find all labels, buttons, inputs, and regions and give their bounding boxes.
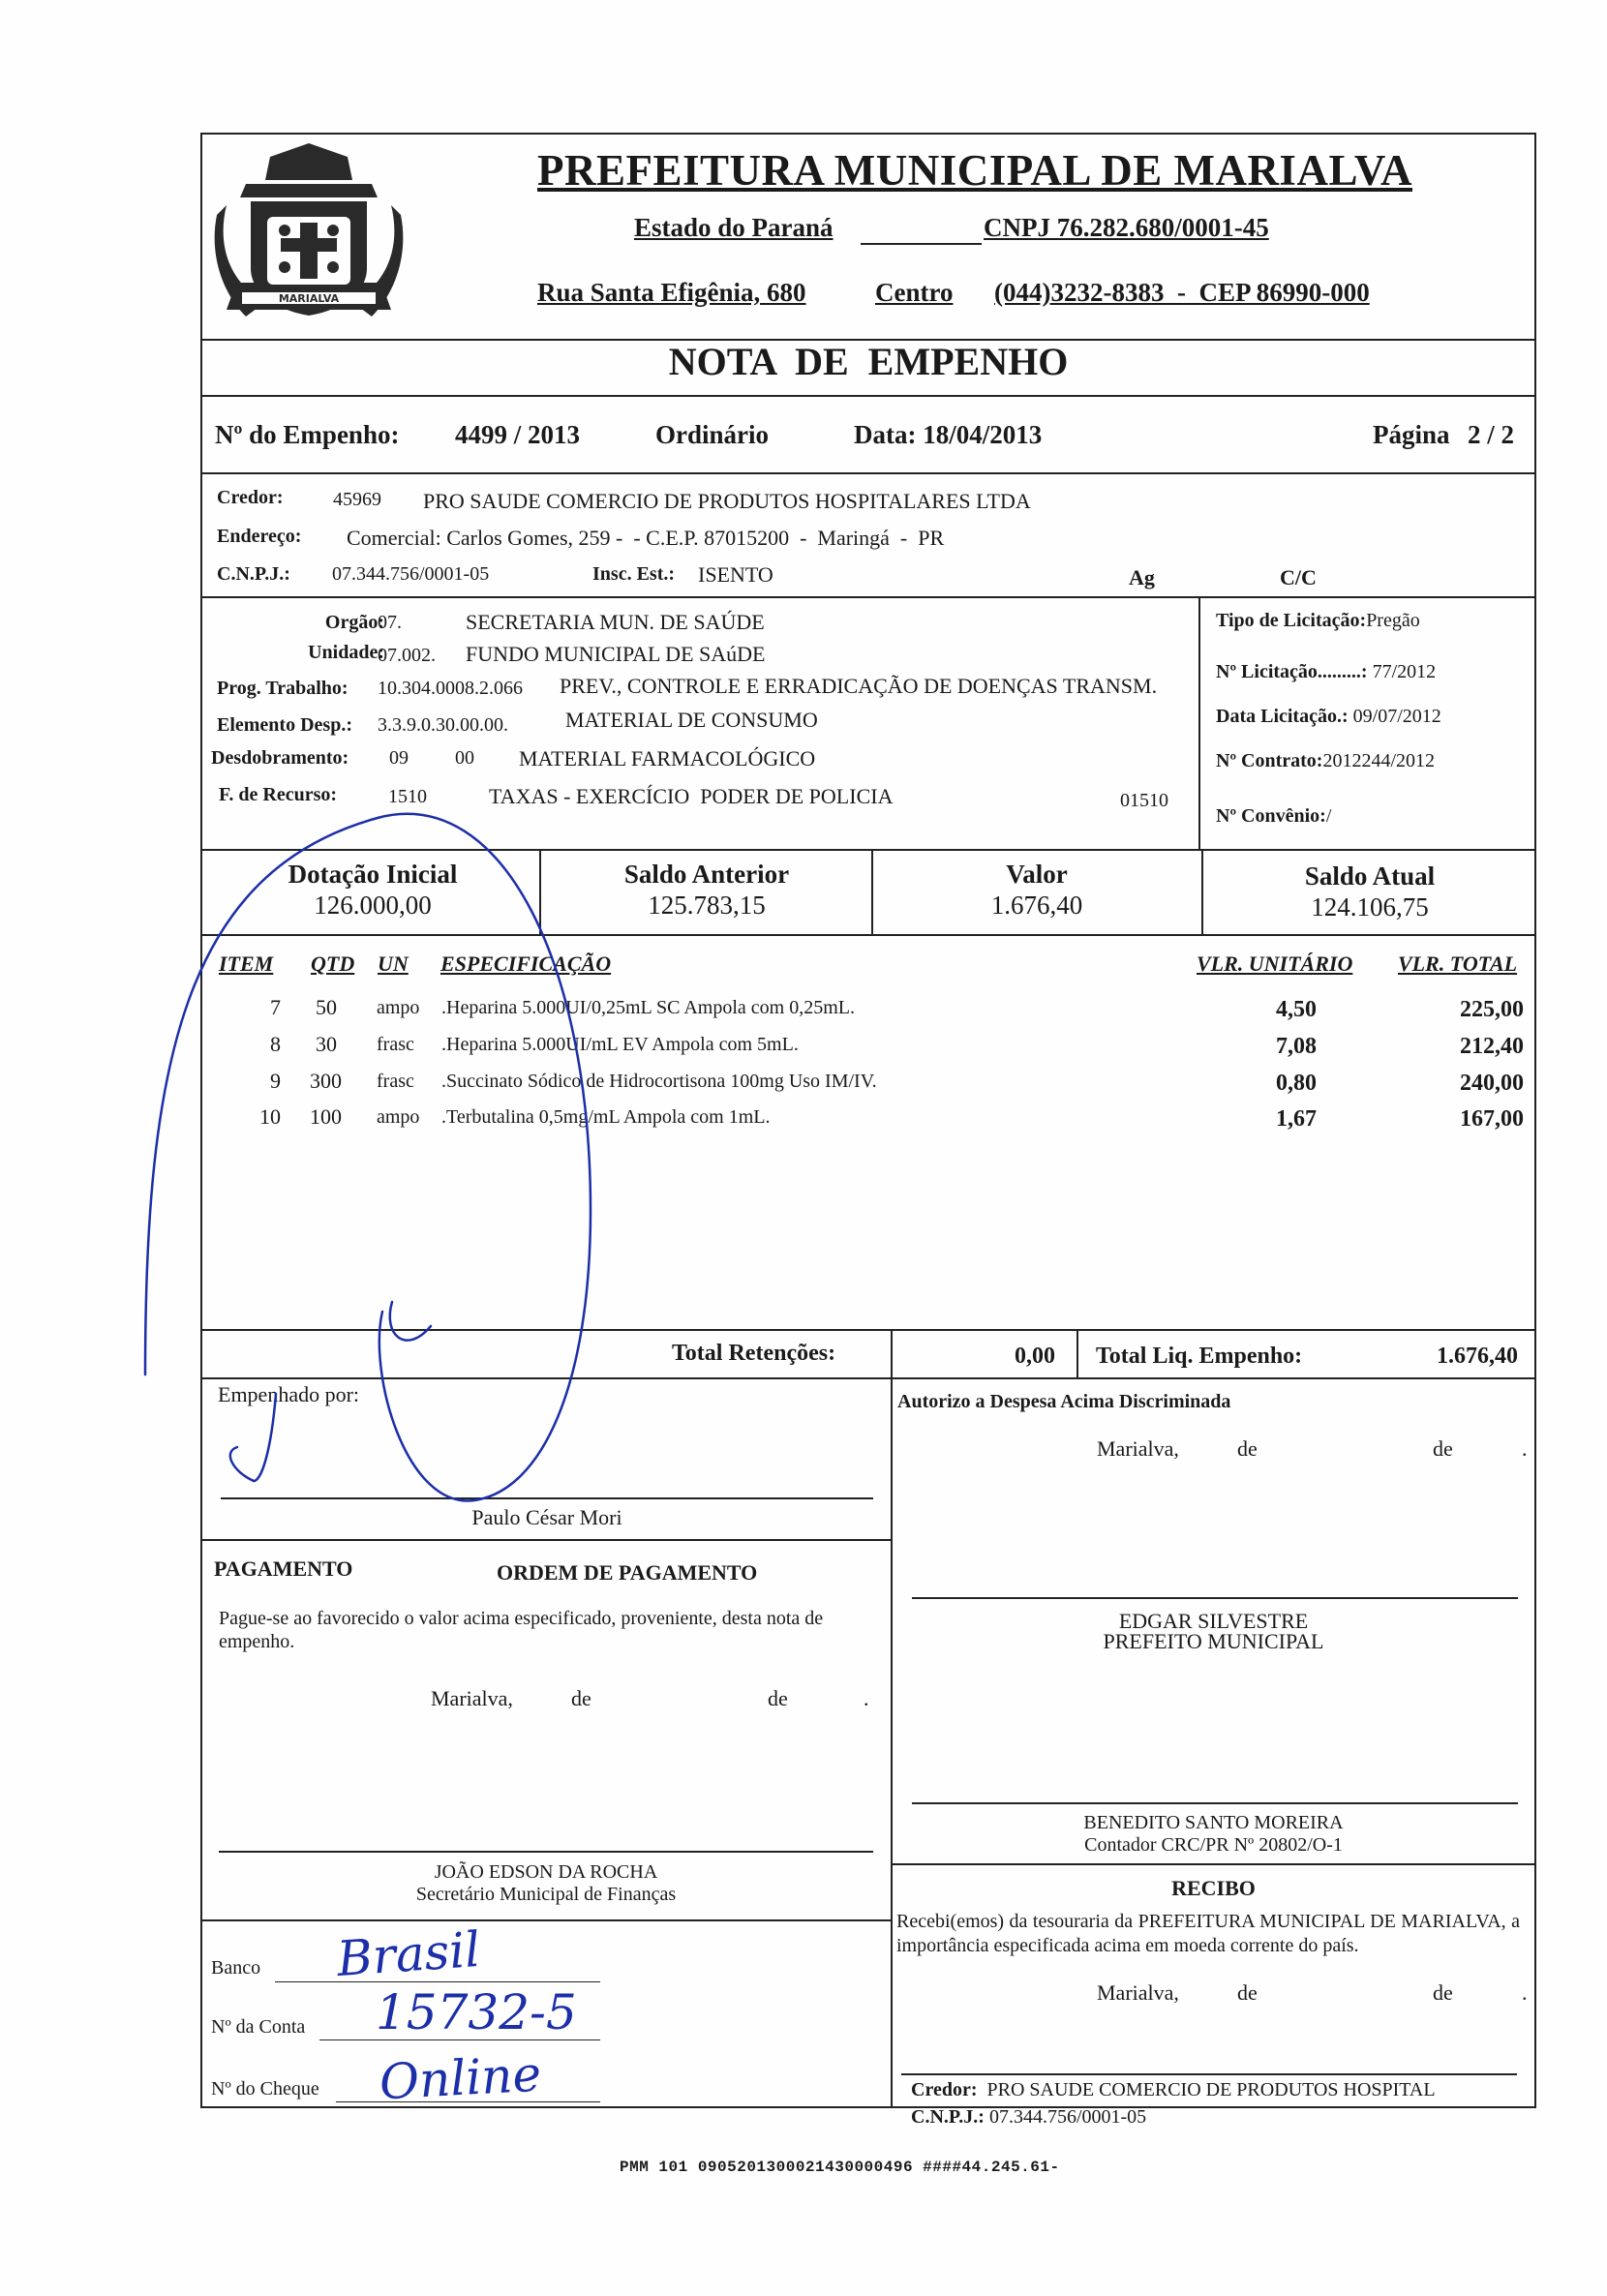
valor-value: 1.676,40 xyxy=(990,891,1083,920)
pagamento-place: Marialva, xyxy=(431,1686,513,1710)
unidade-label: Unidade: xyxy=(308,642,384,663)
data-licitacao-label: Data Licitação.: xyxy=(1216,706,1349,727)
empenho-number: 4499 / 2013 xyxy=(455,420,581,449)
saldo-anterior-label: Saldo Anterior xyxy=(623,860,790,889)
num-licitacao-value: 77/2012 xyxy=(1372,661,1437,682)
tipo-licitacao-value: Pregão xyxy=(1366,610,1420,631)
banco-handwriting: Brasil xyxy=(335,1920,482,1988)
item-spec: .Heparina 5.000UI/0,25mL SC Ampola com 0,25mL. xyxy=(441,997,855,1018)
item-un: ampo xyxy=(377,1106,420,1128)
autorizo-text: Autorizo a Despesa Acima Discriminada xyxy=(897,1391,1231,1412)
unidade-name: FUNDO MUNICIPAL DE SAúDE xyxy=(466,642,766,666)
autorizo-dot: . xyxy=(1522,1436,1528,1461)
secretario-role: Secretário Municipal de Finanças xyxy=(415,1884,677,1905)
recibo-text: Recebi(emos) da tesouraria da PREFEITURA MUNICIPAL DE MARIALVA, a importância especificada acima em moeda corrente do país. xyxy=(896,1911,1520,1956)
recibo-place: Marialva, xyxy=(1097,1980,1179,2005)
dotacao-label: Dotação Inicial xyxy=(288,860,458,889)
footer-code: PMM 101 0905201300021430000496 ####44.245.61- xyxy=(620,2159,1060,2176)
recibo-label: RECIBO xyxy=(1171,1876,1256,1900)
credor-label: Credor: xyxy=(217,487,284,508)
prefeito-role: PREFEITO MUNICIPAL xyxy=(1103,1629,1324,1653)
orgao-label: Orgão: xyxy=(324,612,384,633)
banco-label: Banco xyxy=(211,1957,261,1979)
pagamento-text: Pague-se ao favorecido o valor acima especificado, proveniente, desta nota de empenho. xyxy=(219,1608,824,1652)
contador-name: BENEDITO SANTO MOREIRA xyxy=(1083,1812,1344,1833)
col-spec: ESPECIFICAÇÃO xyxy=(440,952,612,976)
item-unit: 4,50 xyxy=(1276,997,1317,1022)
header-state: Estado do Paraná xyxy=(634,213,834,242)
recurso-code2: 01510 xyxy=(1120,790,1168,811)
autorizo-place: Marialva, xyxy=(1097,1436,1179,1461)
recurso-code: 1510 xyxy=(388,786,427,807)
tipo-licitacao-label: Tipo de Licitação: xyxy=(1216,610,1367,631)
prog-code: 10.304.0008.2.066 xyxy=(378,678,523,699)
insc-value: ISENTO xyxy=(698,562,773,587)
saldo-atual-value: 124.106,75 xyxy=(1311,892,1429,921)
convenio-label: Nº Convênio: xyxy=(1216,805,1326,827)
recibo-cnpj-label: C.N.P.J.: xyxy=(911,2106,985,2128)
item-qtd: 30 xyxy=(316,1032,337,1056)
item-spec: .Succinato Sódico de Hidrocortisona 100mg Uso IM/IV. xyxy=(441,1071,877,1092)
liq-value: 1.676,40 xyxy=(1437,1344,1518,1369)
saldo-atual-label: Saldo Atual xyxy=(1304,861,1436,891)
desd-a: 09 xyxy=(389,747,409,769)
item-qtd: 50 xyxy=(316,995,337,1019)
item-unit: 7,08 xyxy=(1276,1034,1317,1059)
recibo-de2: de xyxy=(1433,1980,1453,2005)
saldo-anterior-value: 125.783,15 xyxy=(648,891,766,920)
crest-text: MARIALVA xyxy=(278,292,340,305)
header-district: Centro xyxy=(875,278,954,307)
recibo-dot: . xyxy=(1522,1980,1528,2005)
autorizo-de2: de xyxy=(1433,1436,1453,1461)
item-un: ampo xyxy=(377,997,420,1018)
address-label: Endereço: xyxy=(217,526,302,547)
item-number: 8 xyxy=(270,1032,281,1056)
contador-role: Contador CRC/PR Nº 20802/O-1 xyxy=(1084,1834,1343,1856)
empenhado-name: Paulo César Mori xyxy=(471,1505,622,1529)
cc-label: C/C xyxy=(1280,565,1317,589)
desd-name: MATERIAL FARMACOLÓGICO xyxy=(519,746,816,770)
item-spec: .Heparina 5.000UI/mL EV Ampola com 5mL. xyxy=(441,1034,799,1055)
elem-label: Elemento Desp.: xyxy=(217,714,352,736)
credor-name: PRO SAUDE COMERCIO DE PRODUTOS HOSPITALARES LTDA xyxy=(423,489,1031,513)
conta-label: Nº da Conta xyxy=(211,2016,306,2038)
item-total: 240,00 xyxy=(1460,1071,1524,1096)
valor-label: Valor xyxy=(1006,860,1068,889)
retencoes-label: Total Retenções: xyxy=(672,1341,836,1366)
elem-name: MATERIAL DE CONSUMO xyxy=(565,708,818,732)
empenho-label: Nº do Empenho: xyxy=(215,420,400,449)
liq-label: Total Liq. Empenho: xyxy=(1096,1344,1303,1369)
empenhado-label: Empenhado por: xyxy=(218,1382,360,1406)
convenio-value: / xyxy=(1325,805,1332,827)
item-un: frasc xyxy=(377,1034,414,1055)
orgao-code: 07. xyxy=(378,612,402,633)
pagamento-de2: de xyxy=(768,1686,788,1710)
credor-address: Comercial: Carlos Gomes, 259 - - C.E.P. 87015200 - Maringá - PR xyxy=(347,526,945,550)
autorizo-de1: de xyxy=(1237,1436,1258,1461)
retencoes-value: 0,00 xyxy=(1015,1344,1055,1369)
page-number: 2 / 2 xyxy=(1468,420,1515,449)
credor-cnpj-label: C.N.P.J.: xyxy=(217,563,290,585)
recibo-credor-label: Credor: xyxy=(911,2079,978,2100)
recibo-cnpj-value: 07.344.756/0001-05 xyxy=(988,2106,1147,2128)
unidade-code: 07.002. xyxy=(378,645,436,666)
col-unit: VLR. UNITÁRIO xyxy=(1197,952,1353,976)
col-item: ITEM xyxy=(219,952,274,976)
cheque-label: Nº do Cheque xyxy=(211,2078,319,2100)
empenho-type: Ordinário xyxy=(655,420,770,449)
dotacao-value: 126.000,00 xyxy=(314,891,432,920)
header-street: Rua Santa Efigênia, 680 xyxy=(537,278,806,307)
item-number: 9 xyxy=(270,1069,281,1093)
col-total: VLR. TOTAL xyxy=(1398,952,1518,976)
item-qtd: 100 xyxy=(310,1104,342,1129)
item-total: 212,40 xyxy=(1460,1034,1524,1059)
item-un: frasc xyxy=(377,1071,414,1092)
empenho-date: Data: 18/04/2013 xyxy=(854,420,1043,449)
num-licitacao-label: Nº Licitação.........: xyxy=(1216,661,1368,682)
contrato-label: Nº Contrato: xyxy=(1216,750,1323,771)
header-cnpj: CNPJ 76.282.680/0001-45 xyxy=(984,213,1269,242)
contrato-value: 2012244/2012 xyxy=(1322,750,1436,771)
header-phone-cep: (044)3232-8383 - CEP 86990-000 xyxy=(994,278,1370,307)
item-total: 225,00 xyxy=(1460,997,1524,1022)
pagamento-label: PAGAMENTO xyxy=(214,1556,353,1581)
cheque-handwriting: Online xyxy=(378,2045,543,2111)
page-label: Página xyxy=(1373,420,1450,449)
col-qtd: QTD xyxy=(311,952,355,976)
item-total: 167,00 xyxy=(1460,1106,1524,1132)
item-unit: 1,67 xyxy=(1276,1106,1317,1132)
item-unit: 0,80 xyxy=(1276,1071,1317,1096)
recibo-de1: de xyxy=(1237,1980,1258,2005)
col-un: UN xyxy=(378,952,409,976)
secretario-name: JOÃO EDSON DA ROCHA xyxy=(434,1861,658,1883)
prefeito-name: EDGAR SILVESTRE xyxy=(1118,1609,1309,1633)
pagamento-dot: . xyxy=(864,1686,869,1710)
orgao-name: SECRETARIA MUN. DE SAÚDE xyxy=(466,610,765,634)
doc-title: NOTA DE EMPENHO xyxy=(668,340,1069,383)
item-number: 7 xyxy=(270,995,281,1019)
credor-code: 45969 xyxy=(333,489,381,510)
prog-name: PREV., CONTROLE E ERRADICAÇÃO DE DOENÇAS TRANSM. xyxy=(560,674,1158,698)
data-licitacao-value: 09/07/2012 xyxy=(1352,706,1441,727)
item-spec: .Terbutalina 0,5mg/mL Ampola com 1mL. xyxy=(441,1106,771,1128)
conta-handwriting: 15732-5 xyxy=(376,1984,577,2040)
recurso-name: TAXAS - EXERCÍCIO PODER DE POLICIA xyxy=(489,784,894,808)
credor-cnpj: 07.344.756/0001-05 xyxy=(332,563,490,585)
prog-label: Prog. Trabalho: xyxy=(217,678,349,699)
item-qtd: 300 xyxy=(310,1069,342,1093)
pagamento-de1: de xyxy=(571,1686,591,1710)
elem-code: 3.3.9.0.30.00.00. xyxy=(378,714,508,736)
item-number: 10 xyxy=(259,1104,281,1129)
recurso-label: F. de Recurso: xyxy=(219,784,338,805)
header-title: PREFEITURA MUNICIPAL DE MARIALVA xyxy=(537,146,1413,195)
desd-b: 00 xyxy=(455,747,474,769)
ordem-label: ORDEM DE PAGAMENTO xyxy=(497,1560,758,1585)
desd-label: Desdobramento: xyxy=(211,747,349,769)
recibo-credor-value: PRO SAUDE COMERCIO DE PRODUTOS HOSPITAL xyxy=(986,2079,1436,2100)
ag-label: Ag xyxy=(1129,565,1155,589)
insc-label: Insc. Est.: xyxy=(592,563,676,585)
